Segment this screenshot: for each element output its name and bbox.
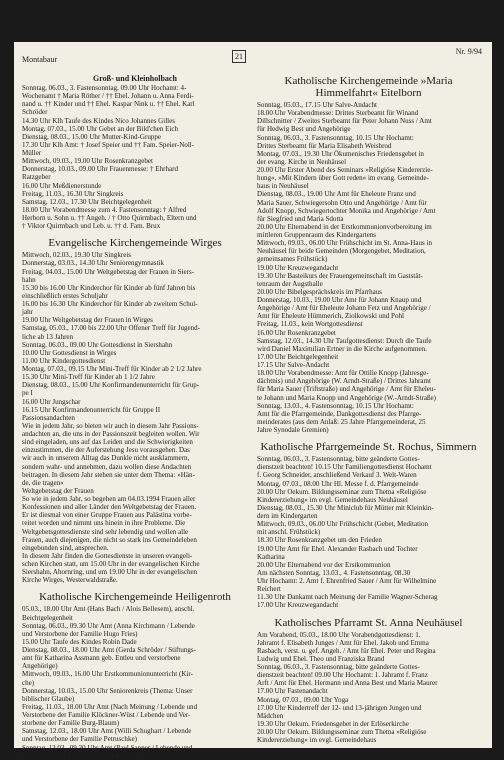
text-line: Mittwoch, 02.03., 19.30 Uhr Singkreis [22, 251, 132, 260]
text-line: für Hedwig Best und Angehörige [257, 125, 351, 134]
text-line: Verstorbene der Familie Richard Meurer) [22, 751, 139, 760]
text-line: biblischer Glaube) [22, 694, 75, 703]
text-line: liche ab 13 Jahren [22, 332, 74, 341]
section-title: Katholische Pfarrgemeinde St. Rochus, Simmern [260, 441, 477, 454]
text-line: Dienstag, 08.03., 15.30 Uhr Miniclub für Mütter mit Kleinkin- [257, 503, 434, 512]
text-line: Samstag, 12.03., 18.00 Uhr Amt (Willi Schughart / Lebende [22, 727, 192, 736]
text-line: für Siegfried und Maria Sdotta [257, 214, 344, 223]
text-line: Donnerstag, 03.03., 14.30 Uhr Seniorengymnastik [22, 259, 164, 268]
text-line: Herborn u. Sohn u. †† Angeh. / † Otto Quirmbach, Eltern und [22, 214, 197, 222]
text-line: Passionsandachten [22, 413, 75, 422]
text-line: 11.00 Uhr Kindergottesdienst [22, 356, 106, 365]
text-line: 19.30 Uhr Oekum. Friedensgebet in der Erlöserkirche [257, 719, 409, 728]
text-line: Angehörige / Amt für Eheleute Johann Fetz und Angehörige / [257, 304, 431, 313]
text-line: Montag, 07.03., 08.00 Uhr Hl. Messe f. d. Pfarrgemeinde [257, 479, 419, 488]
text-line: 16.00 bis 16.30 Uhr Kinderchor für Kinder ab zweitem Schul- [22, 300, 198, 308]
text-line: eingebunden sind, ansprechen. [22, 543, 109, 552]
page-number: 21 [232, 50, 246, 63]
text-line: Jahre Synodale Gremien) [257, 426, 329, 434]
text-line: 20.00 Uhr Elternabend vor der Erstkommunion [257, 560, 391, 569]
left-column [22, 64, 248, 760]
text-line: nand u. †† Kinder und †† Ehel. Kaspar Nink u. †† Ehel. Karl [22, 100, 195, 109]
text-line: Mittwoch, 09.03., 06.00 Uhr Frühschicht im St. Anna-Haus in [257, 239, 432, 248]
text-line: Samstag, 12.03., 14.30 Uhr Taufgottesdienst: Durch die Taufe [257, 336, 432, 345]
text-line: 11.30 Uhr Dankamt nach Meinung der Familie Wagner-Scherag [257, 593, 438, 602]
text-line: te Johann und Maria Knopp und Angehörige (W.-Arndt-Straße) [257, 393, 437, 402]
text-line: Am Vorabend, 05.03., 18.00 Uhr Vorabendgottesdienst: 1. [257, 630, 421, 639]
section-body [257, 631, 480, 745]
text-line: 20.00 Uhr Erster Abend des Seminars »Religiöse Kindererzie- [257, 166, 433, 174]
text-line: Samstag, 12.03., 17.30 Uhr Beichtgelegenheit [22, 197, 152, 206]
text-line: Wie in jedem Jahr, so bieten wir auch in diesem Jahr Passions- [22, 421, 199, 430]
text-line: Donnerstag, 10.03., 15.00 Uhr Seniorenkreis (Thema: Unser [22, 686, 193, 695]
text-line: Amt für Eheleute Hümmerich, Ziolkowski und Pohl [257, 312, 404, 321]
text-line: 18.30 Uhr Rosenkranzgebet um den Frieden [257, 536, 382, 545]
text-line: 19.00 Uhr Amt für Ehel. Alexander Rasbach und Tochter [257, 544, 418, 553]
text-line: Jahramt f. Elisabeth Junges / Amt für Ehel. Jakob und Emma [257, 638, 429, 647]
section-body [257, 455, 480, 609]
text-line: Sonntag, 06.03., 3. Fastensonntag, bitte geänderte Gottes- [257, 455, 420, 464]
text-line: Uhr Hochamt: 2. Amt f. Ehrenfried Sauer / Amt für Wilhelmine [257, 577, 437, 585]
text-line: Ratzgeber [22, 173, 51, 182]
text-line: einschließlich erstes Schuljahr [22, 291, 108, 300]
text-line: 15.30 bis 16.00 Uhr Kinderchor für Kinder ab fünf Jahren bis [22, 283, 196, 292]
text-line: Sonntag, 06.03., 3. Fastensonntag, 09.00 Uhr Hochamt: 4- [22, 84, 187, 92]
text-line: de, die tragen« [22, 478, 64, 487]
text-line: wird Daniel Maximilian Ertner in die Kirche aufgenommen. [257, 344, 427, 353]
text-line: Weltgebetstag der Frauen [22, 486, 94, 495]
text-line: meinderates (aus dem Anlaß: 25 Jahre Pfarrgemeinderat, 25 [257, 417, 426, 426]
text-line: 15.00 Uhr Taufe des Kindes Robin Dade [22, 637, 137, 646]
text-line: Sonntag, 13.03., 4. Fastensonntag, 10.15 Uhr Hochamt: [257, 401, 414, 410]
text-line: beitragen. In diesem Jahr stehen sie unter dem Thema: »Hän- [22, 470, 195, 479]
text-line: Dienstag, 08.03., 18.00 Uhr Amt (Gerda Schröder / Stiftungs- [22, 646, 196, 654]
text-line: gemeinsames Frühstück) [257, 255, 328, 264]
text-line: andachten an, die uns in der Passionszeit begleiten wollen. Wir [22, 430, 200, 438]
text-line: sind eingeladen, uns auf das Leiden und die Schwierigkeiten [22, 438, 193, 447]
section-title: Groß- und Kleinholbach [93, 74, 177, 83]
text-line: 18.00 Uhr Vorabendmesse zum 4. Fastensonntag: † Alfred [22, 205, 187, 214]
text-line: Montag, 07.03., 19.30 Uhr Ökumenisches Friedensgebet in [257, 149, 424, 158]
text-line: Mädchen [257, 711, 284, 720]
text-line: Freitag, 11.03., 16.30 Uhr Singkreis [22, 189, 124, 198]
text-line: Maria Sauer, Schwiegersohn Otto und Angehörige / Amt für [257, 198, 427, 207]
text-line: Angehörige) [22, 662, 58, 671]
text-line: Drittes Sterbeamt für Maria Elisabeth Weisbrod [257, 141, 392, 150]
text-line: Dienstag, 08.03., 19.00 Uhr Amt für Eheleute Franz und [257, 190, 416, 199]
text-line: 17.00 Uhr Fastenandacht [257, 687, 328, 696]
text-line: sondern wahr- und annehmen, dazu wollen diese Andachten [22, 462, 192, 471]
text-line: dern im Kindergarten [257, 512, 318, 520]
text-line: Ludwig und Ehel. Theo und Franziska Brand [257, 654, 385, 663]
text-line: Montag, 07.03., 09.15 Uhr Mini-Treff für Kinder ab 2 1/2 Jahre [22, 365, 202, 373]
text-line: 16.00 Uhr Rosenkranzgebet [257, 328, 336, 337]
text-line: Donnerstag, 10.03., 09.00 Uhr Frauenmesse: † Ehrhard [22, 165, 178, 174]
text-line: Konfessionen und aller Länder den Weltgebetstag der Frauen. [22, 503, 197, 512]
text-line: che) [22, 678, 35, 687]
text-line: Wochenamt † Maria Röther / †† Ehel. Johann u. Anna Ferdi- [22, 92, 194, 101]
text-line: Arft / Amt für Ehel. Hermann und Anna Best und Maria Maurer [257, 679, 438, 688]
text-line: 19.30 Uhr Basteikurs der Frauengemeinschaft im Gaststät- [257, 271, 423, 280]
newspaper-page [14, 42, 492, 760]
text-line: 16.15 Uhr Konfirmandenunterricht für Gruppe II [22, 405, 161, 414]
text-line: mittleren Gruppenraum des Kindergartens [257, 231, 377, 239]
text-line: Dillschnitter / Zweites Sterbeamt für Peter Johann Nuss / Amt [257, 117, 432, 126]
text-line: und Verstorbene der Familie Petruschke) [22, 735, 137, 744]
text-line: Sonntag, 06.03., 3. Fastensonntag, bitte geänderte Gottes- [257, 663, 420, 671]
text-line: Sonntag, 06.03., 09.00 Uhr Gottesdienst in Siershahn [22, 340, 173, 349]
text-line: Sonntag, 06.03., 09.30 Uhr Amt (Anna Kirchmann / Lebende [22, 621, 195, 630]
text-line: Sonntag, 13.03., 09.30 Uhr Amt (Paul Sanner / Lebende und [22, 743, 193, 752]
text-line: und Verstorbene der Familie Hugo Fries) [22, 629, 138, 638]
text-line: 20.00 Uhr Elternabend in der Erstkommunionvorbereitung im [257, 222, 432, 231]
text-line: Sonntag, 06.03., 3. Fastensonntag, 10.15 Uhr Hochamt: [257, 133, 414, 142]
text-line: dienstzeit beachten! 09.00 Uhr Hochamt: 1. Jahramt f. Franz [257, 671, 428, 680]
text-line: mit anschl. Frühstück) [257, 528, 321, 537]
text-line: 19.00 Uhr Kreuzwegandacht [257, 263, 339, 272]
text-line: Freitag, 11.03., 18.00 Uhr Amt (Nach Meinung / Lebende und [22, 702, 198, 711]
text-line: Donnerstag, 10.03., 19.00 Uhr Amt für Johann Knaup und [257, 296, 422, 304]
text-line: für Maria Sauer (Triftstraße) und Angehörige / Amt für Eheleu- [257, 385, 436, 394]
text-line: storbene der Familie Burg-Blaum) [22, 719, 120, 728]
text-line: 20.00 Uhr Oekum. Bildungsseminar zum Thema »Religiöse [257, 487, 427, 496]
text-line: Müller [22, 149, 42, 157]
text-line: Verstorbene der Familie Klöckner-Wüst / Lebende und Ver- [22, 711, 191, 719]
text-line: 17.00 Uhr Kindertreff der 12- und 13-jährigen Jungen und [257, 703, 422, 712]
text-line: Reichert [257, 585, 281, 594]
text-line: schen Kirchen statt, um 15.00 Uhr in der evangelischen Kirche [22, 560, 200, 568]
text-line: Er ist diesmal von einer Gruppe Frauen aus Palästina vorbe- [22, 511, 192, 520]
text-line: 16.00 Uhr Jungschar [22, 397, 81, 406]
section-body [22, 251, 248, 584]
text-line: dächtnis) und Angehörige (W. Arndt-Straße) / Drittes Jahramt [257, 377, 431, 386]
text-line: 17.30 Uhr Klh Amt: † Josef Speier und †† Fam. Speier-Noll- [22, 140, 195, 149]
text-line: 16.00 Uhr Meßdienerstunde [22, 181, 102, 190]
text-line: f. Georg Schneider, anschließend Verkauf 3. Welt-Waren [257, 471, 417, 480]
text-line: tenraum der Augsthalle [257, 279, 323, 288]
text-line: reitet worden und nimmt uns hinein in ihre Probleme. Die [22, 519, 186, 528]
text-line: hung«, »Mit Kindern über Gott reden« im evang. Gemeinde- [257, 174, 429, 183]
text-line: pe I [22, 389, 33, 398]
text-line: Rasbach, verst. u. gef. Angeh. / Amt für Ehel. Peter und Regina [257, 646, 436, 655]
text-line: Adolf Knopp, Schwiegertochter Monika und Angehörige / Amt [257, 206, 436, 215]
text-line: Freitag, 11.03., kein Wortgottesdienst [257, 320, 363, 329]
section-title: Katholische Kirchengemeinde Heiligenroth [39, 591, 231, 604]
text-line: So wie in jedem Jahr, so begehen am 04.03.1994 Frauen aller [22, 495, 196, 503]
text-line: wir auch in unserem Alltag das Dunkle nicht ausklammern, [22, 454, 190, 463]
text-line: Weltgebetsgottesdienste sind sehr lebendig und wollen alle [22, 527, 189, 536]
text-line: Siershahn, Ahornring, und um 19.00 Uhr in der evangelischen [22, 568, 198, 577]
section-title: Katholisches Pfarramt St. Anna Neuhäusel [274, 616, 463, 629]
text-line: amt für Katharina Assmann geb. Entleu und verstorbene [22, 654, 181, 663]
text-line: jahr [22, 308, 33, 317]
text-line: 20.00 Uhr Bibelgesprächskreis im Pfarrhaus [257, 287, 383, 296]
text-line: Dienstag, 08.03., 15.00 Uhr Mutter-Kind-Gruppe [22, 132, 162, 141]
section-title: Katholische Kirchengemeinde »Maria Himmelfahrt« Eitelborn [284, 75, 453, 99]
text-line: Freitag, 04.03., 15.00 Uhr Weltgebetstag der Frauen in Siers- [22, 267, 195, 276]
text-line: 15.30 Uhr Mini-Treff für Kinder ab 1 1/2 Jahre [22, 373, 155, 382]
section-body [22, 605, 248, 759]
text-line: Samstag, 05.03., 17.00 bis 22.00 Uhr Offener Treff für Jugend- [22, 324, 201, 333]
text-line: Kindererziehung« im evgl. Gemeindehaus [257, 736, 377, 745]
text-line: Mittwoch, 09.03., 19.00 Uhr Rosenkranzgebet [22, 157, 153, 166]
text-line: Beichtgelegenheit [22, 613, 73, 622]
text-line: 18.00 Uhr Vorabendmesse: Drittes Sterbeamt für Winand [257, 109, 419, 118]
issue-number: Nr. 9/94 [455, 47, 482, 56]
header-left: Montabaur [22, 55, 58, 64]
text-line: 17.00 Uhr Beichtgelegenheit [257, 352, 339, 361]
text-line: 10.00 Uhr Gottesdienst in Wirges [22, 348, 117, 357]
text-line: 18.00 Uhr Vorabendmesse: Amt für Ottilie Knopp (Jahresge- [257, 369, 429, 378]
text-line: 14.30 Uhr Klh Taufe des Kindes Nico Johannes Gilles [22, 116, 176, 125]
text-line: Kindererziehung« im evgl. Gemeindehaus Neuhäusel [257, 495, 408, 504]
text-line: Montag, 07.03., 09.00 Uhr Yoga [257, 695, 349, 704]
text-line: Frauen, auch diejenigen, die nicht so stark ins Gemeindeleben [22, 535, 197, 544]
text-line: 05.03., 18.00 Uhr Amt (Hans Bach / Alois Bellesem), anschl. [22, 605, 195, 614]
text-line: Dienstag, 08.03., 15.00 Uhr Konfirmandenunterricht für Grup- [22, 381, 200, 390]
text-line: einzustimmen, die der Auferstehung Jesu vorausgehen. Das [22, 446, 190, 455]
text-line: Montag, 07.03., 15.00 Uhr Gebet an der Bild'chen Eich [22, 124, 179, 133]
section-body [257, 101, 480, 434]
text-line: haus in Neuhäusel [257, 182, 309, 191]
text-line: Sonntag, 05.03., 17.15 Uhr Salve-Andacht [257, 101, 377, 109]
text-line: 19.00 Uhr Weltgebetstag der Frauen in Wirges [22, 316, 153, 325]
text-line: Schröder [22, 108, 48, 117]
text-line: Kirche Wirges, Westerwaldstraße. [22, 576, 118, 585]
text-line: 17.15 Uhr Salve-Andacht [257, 361, 330, 369]
text-line: † Viktor Quirmbach und Leb. u. †† d. Fam. Brux [22, 222, 161, 231]
text-line: hahn [22, 275, 36, 284]
text-line: Mittwoch, 09.03., 16.00 Uhr Erstkommunionunterricht (Kir- [22, 670, 193, 679]
text-line: Am nächsten Sonntag, 13.03., 4. Fastensonntag, 08.30 [257, 568, 411, 577]
text-line: der evang. Kirche in Neuhäusel [257, 157, 347, 166]
text-line: 20.00 Uhr Oekum. Bildungsseminar zum Thema »Religiöse [257, 728, 427, 736]
text-line: Katharina [257, 552, 285, 561]
text-line: 17.00 Uhr Kreuzwegandacht [257, 601, 339, 610]
text-line: In diesem Jahr finden die Gottesdienste in unseren evangeli- [22, 551, 193, 560]
text-line: dienstzeit beachten! 10.15 Uhr Familiengottesdienst Hochamt [257, 463, 432, 472]
section-body [22, 84, 248, 230]
right-column [257, 64, 480, 744]
text-line: Neuhäusel für beide Gemeinden (Morgengebet, Meditation, [257, 247, 426, 256]
text-line: Mittwoch, 09.03., 06.00 Uhr Frühschicht (Gebet, Meditation [257, 520, 429, 529]
section-title: Evangelische Kirchengemeinde Wirges [48, 237, 222, 250]
text-line: Amt für die Pfarrgemeinde, Dankgottesdienst des Pfarrge- [257, 409, 422, 418]
